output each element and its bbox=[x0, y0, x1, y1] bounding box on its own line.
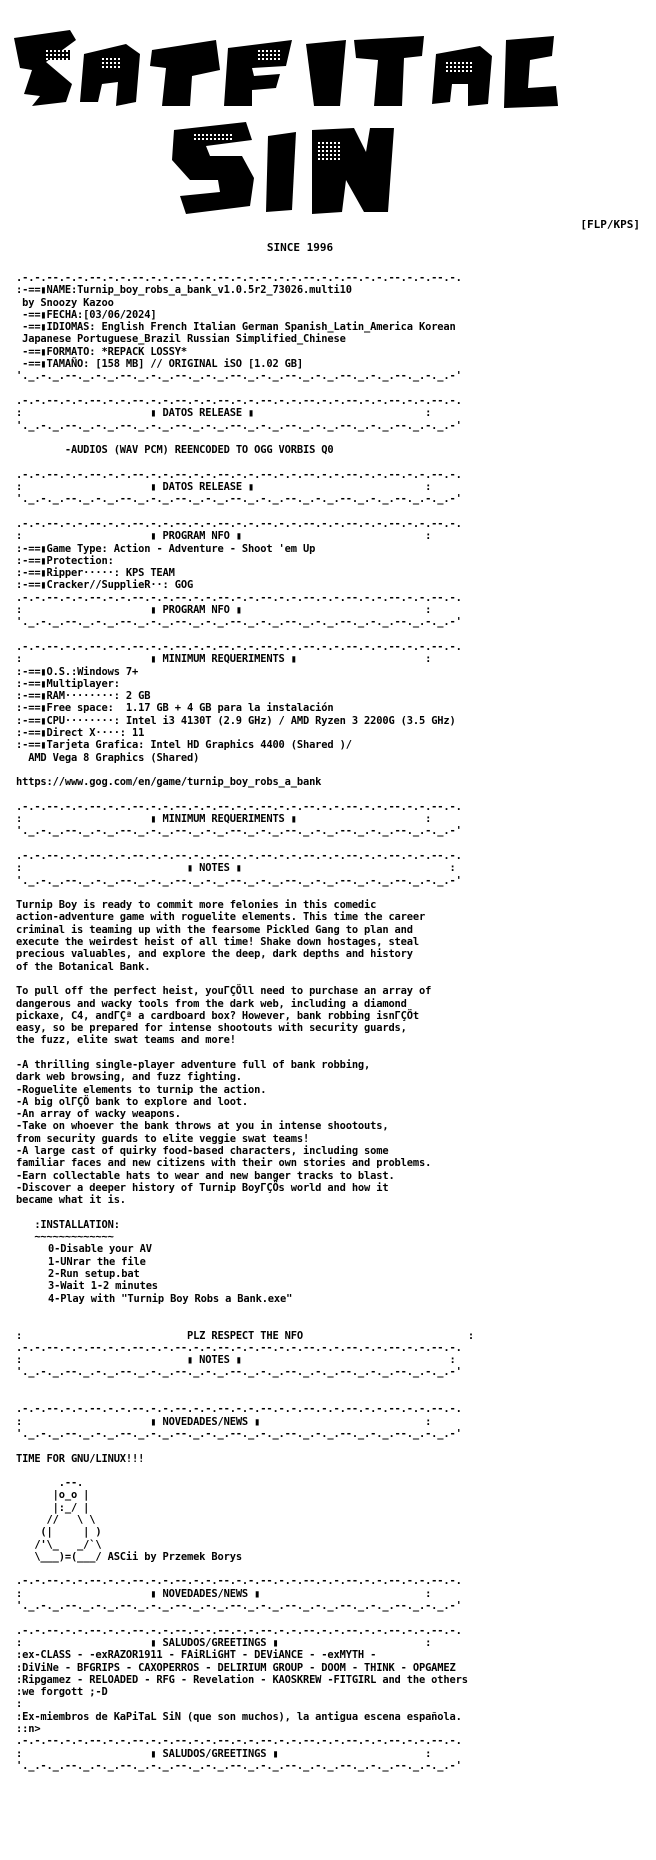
program-header: PROGRAM NFO bbox=[162, 530, 230, 543]
datos-header: DATOS RELEASE bbox=[162, 407, 242, 420]
release-languages-2: Japanese Portuguese_Brazil Russian Simplified_Chinese bbox=[22, 333, 346, 346]
greets-line-5: :Ex-miembros de KaPiTaL SiN (que son muchos), la antigua escena española. bbox=[16, 1710, 462, 1723]
greets-line-2: :DiViNe - BFGRIPS - CAXOPERROS - DELIRIUM GROUP - DOOM - THINK - OPGAMEZ bbox=[16, 1661, 456, 1674]
release-date: [03/06/2024] bbox=[83, 308, 157, 321]
store-link[interactable]: https://www.gog.com/en/game/turnip_boy_robs_a_bank bbox=[16, 776, 322, 789]
req-free: 1.17 GB + 4 GB para la instalación bbox=[125, 702, 334, 715]
notes-footer: NOTES bbox=[199, 1354, 230, 1367]
ripper: KPS TEAM bbox=[125, 567, 175, 580]
req-gpu-2: AMD Vega 8 Graphics (Shared) bbox=[28, 751, 200, 764]
since-year: SINCE 1996 bbox=[266, 241, 334, 254]
kapital-sin-logo bbox=[6, 10, 650, 250]
greets-line-4: :we forgott ;-D bbox=[16, 1686, 108, 1699]
datos-text: -AUDIOS (WAV PCM) REENCODED TO OGG VORBIS Q0 bbox=[64, 444, 334, 457]
nfo-body: .-.-.--.-.-.--.-.-.--.-.-.--.-.-.--.-.-.--.-.-.--.-.-.--.-.-.--.-.-.--.-. :-==▮NAME:Turnip_boy_robs_a_bank_v1.0.5r2_73026.multi10 by Snoozy Kazoo -==▮FECHA:[03/06/2024] -==▮IDIOMAS: English French Italian German Spanish_Latin_America Korean Japanese Portuguese_Brazil Russian Simplified_Chinese -==▮FORMATO: *REPACK LOSSY* -==▮TAMAÑO: [158 MB] // ORIGINAL iSO [1.02 GB] '._.-._.--._.-._.--._.-._.--._.-._.--._.-._.--._.-._.--._.-._.--._.-._.-' .-.-.--.-.-.--.-.-.--.-.-.--.-.-.--.-.-.--.-.-.--.-.-.--.-.-.--.-.-.--.-. : ▮ DATOS RELEASE ▮ : '._.-._.--._.-._.--._.-._.--._.-._.--._.-._.--._.-._.--._.-._.--._.-._.-' -AUDIOS (WAV PCM) REENCODED TO OGG VORBIS Q0 .-.-.--.-.-.--.-.-.--.-.-.--.-.-.--.-.-.--.-.-.--.-.-.--.-.-.--.-.-.--.-. : ▮ DATOS RELEASE ▮ : '._.-._.--._.-._.--._.-._.--._.-._.--._.-._.--._.-._.--._.-._.--._.-._.-' .-.-.--.-.-.--.-.-.--.-.-.--.-.-.--.-.-.--.-.-.--.-.-.--.-.-.--.-.-.--.-. : ▮ PROGRAM NFO ▮ : :-==▮Game Type: Action - Adventure - Shoot 'em Up :-==▮Protection: :-==▮Ripper·····: KPS TEAM :-==▮Cracker//SupplieR··: GOG .-.-.--.-.-.--.-.-.--.-.-.--.-.-.--.-.-.--.-.-.--.-.-.--.-.-.--.-.-.--.-. : ▮ PROGRAM NFO ▮ : '._.-._.--._.-._.--._.-._.--._.-._.--._.-._.--._.-._.--._.-._.--._.-._.-' .-.-.--.-.-.--.-.-.--.-.-.--.-.-.--.-.-.--.-.-.--.-.-.--.-.-.--.-.-.--.-. : ▮ MINIMUM REQUERIMENTS ▮ : :-==▮O.S.:Windows 7+ :-==▮Multiplayer: :-==▮RAM········: 2 GB :-==▮Free space: 1.17 GB + 4 GB para la instalación :-==▮CPU········: Intel i3 4130T (2.9 GHz) / AMD Ryzen 3 2200G (3.5 GHz) :-==▮Direct X····: 11 :-==▮Tarjeta Grafica: Intel HD Graphics 4400 (Shared )/ AMD Vega 8 Graphics (Shared) https://www.gog.com/en/game/turnip_boy_robs_a_bank .-.-.--.-.-.--.-.-.--.-.-.--.-.-.--.-.-.--.-.-.--.-.-.--.-.-.--.-.-.--.-. : ▮ MINIMUM REQUERIMENTS ▮ : '._.-._.--._.-._.--._.-._.--._.-._.--._.-._.--._.-._.--._.-._.--._.-._.-' .-.-.--.-.-.--.-.-.--.-.-.--.-.-.--.-.-.--.-.-.--.-.-.--.-.-.--.-.-.--.-. : ▮ NOTES ▮ : '._.-._.--._.-._.--._.-._.--._.-._.--._.-._.--._.-._.--._.-._.--._.-._.-' Turnip Boy is ready to commit more felonies in this comedic action-adventure game with roguelite elements. This time the career criminal is teaming up with the fearsome Pickled Gang to plan and execute the weirdest heist of all time! Shake down hostages, steal precious valuables, and explore the deep, dark depths and history of the Botanical Bank. To pull off the perfect heist, youΓÇÖll need to purchase an array of dangerous and wacky tools from the dark web, including a diamond pickaxe, C4, andΓÇª a cardboard box? However, bank robbing isnΓÇÖt easy, so be prepared for intense shootouts with security guards, the fuzz, elite swat teams and more! -A thrilling single-player adventure full of bank robbing, dark web browsing, and fuzz fighting. -Roguelite elements to turnip the action. -A big olΓÇÖ bank to explore and loot. -An array of wacky weapons. -Take on whoever the bank throws at you in intense shootouts, from security guards to elite veggie swat teams! -A large cast of quirky food-based characters, including some familiar faces and new citizens with their own stories and problems. -Earn collectable hats to wear and new banger tracks to blast. -Discover a deeper history of Turnip BoyΓÇÖs world and how it became what it is. :INSTALLATION: ~~~~~~~~~~~~~ 0-Disable your AV 1-UNrar the file 2-Run setup.bat 3-Wait 1-2 minutes 4-Play with "Turnip Boy Robs a Bank.exe" : PLZ RESPECT THE NFO : .-.-.--.-.-.--.-.-.--.-.-.--.-.-.--.-.-.--.-.-.--.-.-.--.-.-.--.-.-.--.-. : ▮ NOTES ▮ : '._.-._.--._.-._.--._.-._.--._.-._.--._.-._.--._.-._.--._.-._.--._.-._.-' .-.-.--.-.-.--.-.-.--.-.-.--.-.-.--.-.-.--.-.-.--.-.-.--.-.-.--.-.-.--.-. : ▮ NOVEDADES/NEWS ▮ : '._.-._.--._.-._.--._.-._.--._.-._.--._.-._.--._.-._.--._.-._.--._.-._.-' TIME FOR GNU/LINUX!!! .--. |o_o | |:_/ | // \ \ (| | ) /'\_ _/`\ \___)=(___/ ASCii by Przemek Borys .-.-.--.-.-.--.-.-.--.-.-.--.-.-.--.-.-.--.-.-.--.-.-.--.-.-.--.-.-.--.-. : ▮ NOVEDADES/NEWS ▮ : '._.-._.--._.-._.--._.-._.--._.-._.--._.-._.--._.-._.--._.-._.--._.-._.-' .-.-.--.-.-.--.-.-.--.-.-.--.-.-.--.-.-.--.-.-.--.-.-.--.-.-.--.-.-.--.-. : ▮ SALUDOS/GREETINGS ▮ : :ex-CLASS - -exRAZOR1911 - FAiRLiGHT - DEViANCE - -exMYTH - :DiViNe - BFGRIPS - CAXOPERROS - DELIRIUM GROUP - DOOM - THINK - OPGAMEZ :Ripgamez - RELOADED - RFG - Revelation - KAOSKREW -FITGIRL and the others :we forgott ;-D : :Ex-miembros de KaPiTaL SiN (que son muchos), la antigua escena española. ::n> .-.-.--.-.-.--.-.-.--.-.-.--.-.-.--.-.-.--.-.-.--.-.-.--.-.-.--.-.-.--.-. : ▮ SALUDOS/GREETINGS ▮ : '._.-._.--._.-._.--._.-._.--._.-._.--._.-._.--._.-._.--._.-._.--._.-._.-' bbox=[16, 272, 474, 1772]
news-header: NOVEDADES/NEWS bbox=[162, 1415, 249, 1428]
tux-ascii-art: .--. |o_o | |:_/ | // \ \ (| | ) /'\_ _/`\ \___)=(___/ bbox=[34, 1477, 102, 1563]
logo-kapital bbox=[14, 30, 558, 108]
minreq-footer: MINIMUM REQUERIMENTS bbox=[162, 813, 285, 826]
greets-line-6: ::n> bbox=[16, 1723, 41, 1736]
notes-paragraph-2: To pull off the perfect heist, youΓÇÖll need to purchase an array of dangerous and wacky tools from the dark web, including a diamond pickaxe, C4, andΓÇª a cardboard box? However, bank robbing isnΓÇÖt easy, so be prepared for intense shootouts with security guards, the fuzz, elite swat teams and more! bbox=[16, 985, 432, 1047]
datos-footer: DATOS RELEASE bbox=[162, 481, 242, 494]
greets-header: SALUDOS/GREETINGS bbox=[162, 1636, 267, 1649]
greets-footer: SALUDOS/GREETINGS bbox=[162, 1747, 267, 1760]
minreq-header: MINIMUM REQUERIMENTS bbox=[162, 653, 285, 666]
release-name: Turnip_boy_robs_a_bank_v1.0.5r2_73026.multi10 bbox=[77, 284, 352, 297]
respect-nfo: PLZ RESPECT THE NFO bbox=[186, 1329, 303, 1342]
req-ram: 2 GB bbox=[125, 690, 151, 703]
req-gpu: Intel HD Graphics 4400 (Shared )/ bbox=[150, 739, 352, 752]
ascii-credit: ASCii by Przemek Borys bbox=[107, 1550, 242, 1563]
greets-line-3: :Ripgamez - RELOADED - RFG - Revelation - KAOSKREW -FITGIRL and the others bbox=[16, 1673, 468, 1686]
req-cpu: Intel i3 4130T (2.9 GHz) / AMD Ryzen 3 2200G (3.5 GHz) bbox=[125, 714, 456, 727]
installation-steps: 0-Disable your AV 1-UNrar the file 2-Run setup.bat 3-Wait 1-2 minutes 4-Play with "Turnip Boy Robs a Bank.exe" bbox=[48, 1243, 293, 1305]
divider: .-.-.--.-.-.--.-.-.--.-.-.--.-.-.--.-.-.--.-.-.--.-.-.--.-.-.--.-.-.--.-. bbox=[16, 272, 462, 284]
news-text: TIME FOR GNU/LINUX!!! bbox=[16, 1452, 145, 1465]
group-tag: [FLP/KPS] bbox=[580, 218, 640, 231]
release-languages: English French Italian German Spanish_Latin_America Korean bbox=[101, 321, 456, 334]
installation-title: :INSTALLATION: bbox=[34, 1218, 120, 1231]
notes-header: NOTES bbox=[199, 862, 230, 875]
release-format: *REPACK LOSSY* bbox=[101, 345, 187, 358]
game-type: Action - Adventure - Shoot 'em Up bbox=[113, 542, 316, 555]
greets-line-1: :ex-CLASS - -exRAZOR1911 - FAiRLiGHT - DEViANCE - -exMYTH - bbox=[16, 1649, 377, 1662]
cracker: GOG bbox=[174, 579, 194, 592]
release-size: [158 MB] // ORIGINAL iSO [1.02 GB] bbox=[95, 358, 303, 371]
program-footer: PROGRAM NFO bbox=[162, 604, 230, 617]
notes-features: -A thrilling single-player adventure full of bank robbing, dark web browsing, and fuzz fighting. -Roguelite elements to turnip the action. -A big olΓÇÖ bank to explore and loot. -An array of wacky weapons. -Take on whoever the bank throws at you in intense shootouts, from security guards to elite veggie swat teams! -A large cast of quirky food-based characters, including some familiar faces and new citizens with their own stories and problems. -Earn collectable hats to wear and new banger tracks to blast. -Discover a deeper history of Turnip BoyΓÇÖs world and how it became what it is. bbox=[16, 1059, 432, 1207]
news-footer: NOVEDADES/NEWS bbox=[162, 1587, 249, 1600]
release-author: by Snoozy Kazoo bbox=[22, 296, 114, 309]
req-os: Windows 7+ bbox=[77, 665, 139, 678]
req-directx: 11 bbox=[132, 726, 145, 739]
notes-paragraph-1: Turnip Boy is ready to commit more felonies in this comedic action-adventure game with roguelite elements. This time the career criminal is teaming up with the fearsome Pickled Gang to plan and execute the weirdest heist of all time! Shake down hostages, steal precious valuables, and explore the deep, dark depths and history of the Botanical Bank. bbox=[16, 899, 426, 973]
